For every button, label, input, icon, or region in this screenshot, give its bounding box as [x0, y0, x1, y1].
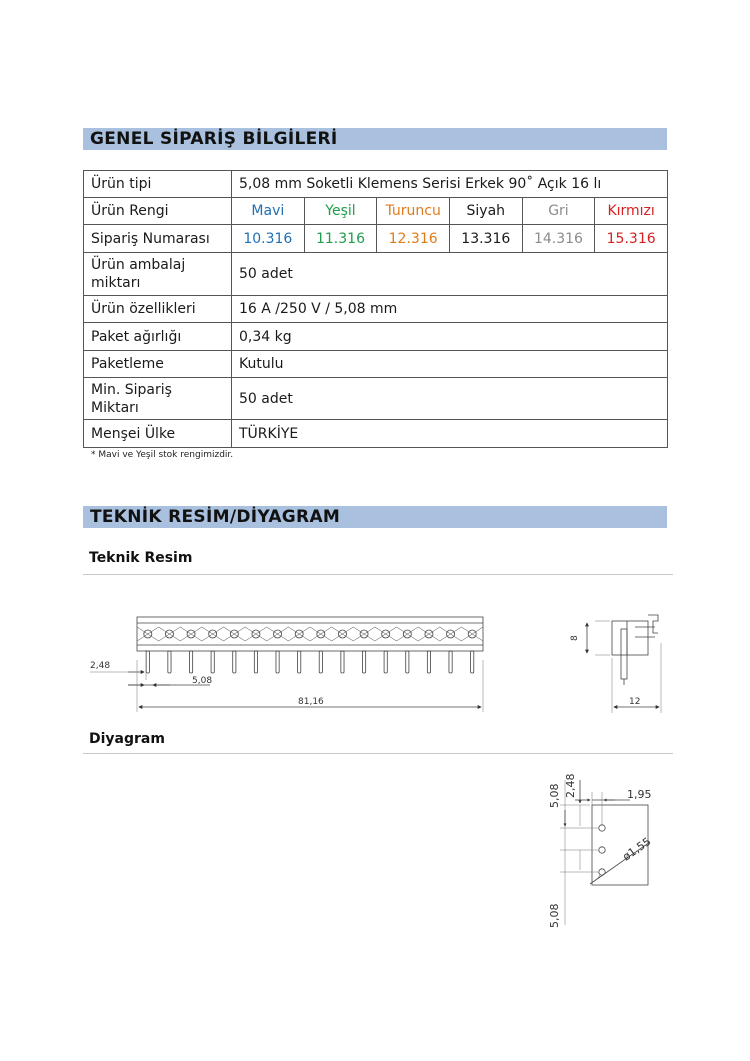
section-title-technical: TEKNİK RESİM/DİYAGRAM — [83, 506, 667, 528]
terminal-pin — [406, 651, 409, 673]
color-name-gray: Gri — [522, 198, 595, 225]
diagram-dim-offset: 2,48 — [564, 773, 577, 798]
order-code-black: 13.316 — [449, 225, 522, 253]
terminal-cross — [310, 627, 332, 641]
terminal-pin — [168, 651, 171, 673]
order-code-red: 15.316 — [595, 225, 668, 253]
diagram-dim-pitch-bottom: 5,08 — [548, 903, 561, 928]
order-code-orange: 12.316 — [377, 225, 450, 253]
terminal-pin — [211, 651, 214, 673]
table-row — [84, 171, 668, 198]
dim-height: 8 — [570, 635, 580, 641]
label-product-color: Ürün Rengi — [84, 198, 232, 225]
color-name-orange: Turuncu — [377, 198, 450, 225]
value-origin: TÜRKİYE — [232, 420, 668, 448]
color-name-black: Siyah — [449, 198, 522, 225]
table-row — [84, 351, 668, 378]
label-min-order: Min. Sipariş Miktarı — [84, 378, 232, 420]
terminal-pin — [319, 651, 322, 673]
table-row — [84, 253, 668, 296]
terminal-cross — [202, 627, 224, 641]
diagram-dim-margin: 1,95 — [627, 788, 652, 801]
front-view-drawing — [80, 600, 500, 725]
terminal-cross — [159, 627, 181, 641]
color-name-green: Yeşil — [304, 198, 377, 225]
terminal-cross — [267, 627, 289, 641]
terminal-cross — [180, 627, 202, 641]
value-min-order: 50 adet — [232, 378, 668, 420]
table-row — [84, 420, 668, 448]
terminal-cross — [332, 627, 354, 641]
terminal-cross — [375, 627, 397, 641]
label-origin: Menşei Ülke — [84, 420, 232, 448]
terminal-pin — [384, 651, 387, 673]
terminal-cross — [288, 627, 310, 641]
terminal-cross — [245, 627, 267, 641]
value-features: 16 A /250 V / 5,08 mm — [232, 296, 668, 323]
terminal-cross — [397, 627, 419, 641]
table-row — [84, 225, 668, 253]
value-package-quantity: 50 adet — [232, 253, 668, 296]
terminal-pin — [189, 651, 192, 673]
order-code-gray: 14.316 — [522, 225, 595, 253]
color-name-blue: Mavi — [232, 198, 305, 225]
value-package-weight: 0,34 kg — [232, 323, 668, 351]
color-name-red: Kırmızı — [595, 198, 668, 225]
section-title-general: GENEL SİPARİŞ BİLGİLERİ — [83, 128, 667, 150]
terminal-pin — [298, 651, 301, 673]
terminal-pin — [449, 651, 452, 673]
value-packaging: Kutulu — [232, 351, 668, 378]
subheading-technical-drawing: Teknik Resim — [89, 550, 193, 566]
table-row — [84, 323, 668, 351]
subheading-diagram: Diyagram — [89, 731, 165, 747]
label-features: Ürün özellikleri — [84, 296, 232, 323]
terminal-cross — [224, 627, 246, 641]
dim-length: 81,16 — [298, 697, 324, 707]
label-order-number: Sipariş Numarası — [84, 225, 232, 253]
dim-pitch: 5,08 — [192, 676, 213, 686]
pcb-layout-diagram — [540, 760, 670, 935]
terminal-pin — [362, 651, 365, 673]
table-row — [84, 198, 668, 225]
side-view-drawing — [565, 603, 670, 718]
table-row — [84, 378, 668, 420]
terminal-pin — [341, 651, 344, 673]
label-package-quantity: Ürün ambalaj miktarı — [84, 253, 232, 296]
terminal-pin — [427, 651, 430, 673]
stock-note: * Mavi ve Yeşil stok rengimizdir. — [91, 450, 234, 460]
terminal-pin — [254, 651, 257, 673]
terminal-pin — [276, 651, 279, 673]
divider — [83, 753, 673, 754]
terminal-cross — [137, 627, 159, 641]
spec-table — [83, 170, 668, 448]
label-product-type: Ürün tipi — [84, 171, 232, 198]
divider — [83, 574, 673, 575]
terminal-cross — [418, 627, 440, 641]
terminal-cross — [440, 627, 462, 641]
terminal-pin — [146, 651, 149, 673]
terminal-cross — [353, 627, 375, 641]
diagram-dim-pitch-top: 5,08 — [548, 783, 561, 808]
label-packaging: Paketleme — [84, 351, 232, 378]
terminal-pin — [233, 651, 236, 673]
dim-offset: 2,48 — [90, 661, 111, 671]
terminal-cross — [461, 627, 483, 641]
order-code-blue: 10.316 — [232, 225, 305, 253]
diagram-dim-hole: ø1,55 — [620, 834, 654, 864]
dim-depth: 12 — [629, 697, 641, 707]
order-code-green: 11.316 — [304, 225, 377, 253]
table-row — [84, 296, 668, 323]
terminal-pin — [471, 651, 474, 673]
value-product-type: 5,08 mm Soketli Klemens Serisi Erkek 90˚ Açık 16 lı — [232, 171, 668, 198]
label-package-weight: Paket ağırlığı — [84, 323, 232, 351]
